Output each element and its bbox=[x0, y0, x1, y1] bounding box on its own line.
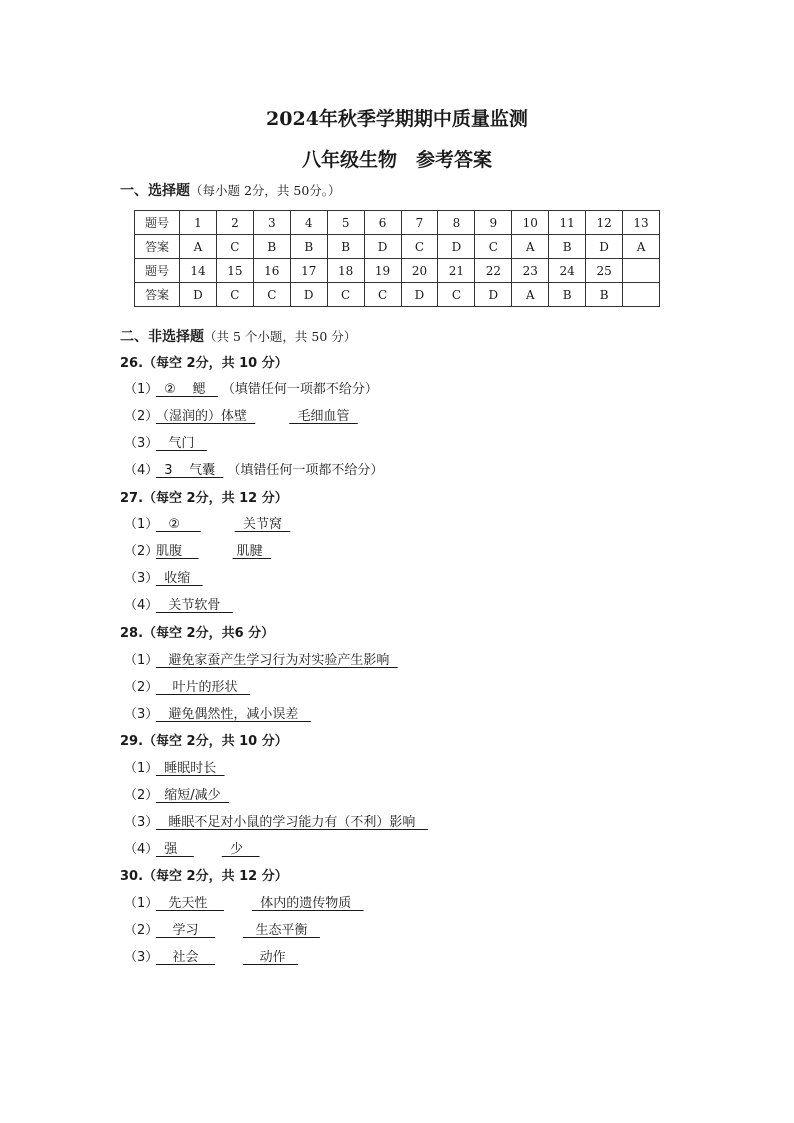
line-number: （2） bbox=[124, 544, 159, 559]
page-subtitle: 八年级生物 参考答案 bbox=[301, 149, 492, 171]
question-number-cell: 12 bbox=[586, 211, 623, 235]
answer-blank: 气门 bbox=[156, 436, 207, 451]
answer-blank: （湿润的）体壁 bbox=[156, 409, 256, 424]
q28-line-2 bbox=[124, 676, 250, 695]
section1-title: 一、选择题 bbox=[120, 183, 190, 199]
question-number-cell: 10 bbox=[512, 211, 549, 235]
answer-blank: 收缩 bbox=[156, 571, 203, 586]
answer-cell: B bbox=[290, 235, 327, 259]
answer-row bbox=[135, 283, 660, 307]
answer-cell: B bbox=[549, 235, 586, 259]
question-number-cell bbox=[623, 259, 660, 283]
question-number-cell: 16 bbox=[253, 259, 290, 283]
question-number-cell: 22 bbox=[475, 259, 512, 283]
section2-heading bbox=[120, 326, 356, 346]
answer-cell: D bbox=[586, 235, 623, 259]
answer-cell: C bbox=[364, 283, 401, 307]
question-number-cell: 1 bbox=[180, 211, 217, 235]
line-number: （4） bbox=[124, 463, 159, 478]
answer-cell: D bbox=[180, 283, 217, 307]
answer-blank: 毛细血管 bbox=[289, 409, 358, 424]
question-number-cell: 5 bbox=[327, 211, 364, 235]
question-number-cell: 7 bbox=[401, 211, 438, 235]
q27-line-2 bbox=[124, 540, 271, 559]
q28-line-1 bbox=[124, 649, 398, 668]
q29-line-2 bbox=[124, 784, 229, 803]
q26-line-4 bbox=[124, 459, 383, 478]
line-number: （1） bbox=[124, 382, 159, 397]
line-number: （2） bbox=[124, 788, 159, 803]
q29-line-1 bbox=[124, 757, 225, 776]
answer-cell: D bbox=[364, 235, 401, 259]
q28-heading: 28.（每空 2分，共6 分） bbox=[120, 626, 275, 641]
q30-line-3 bbox=[124, 946, 298, 965]
answer-cell: D bbox=[475, 283, 512, 307]
answer-cell: C bbox=[475, 235, 512, 259]
q30-line-1 bbox=[124, 892, 364, 911]
q26-line-2 bbox=[124, 405, 358, 424]
answer-blank: 睡眠时长 bbox=[156, 761, 225, 776]
answer-blank: ② bbox=[156, 517, 201, 532]
row-label-cell: 答案 bbox=[135, 283, 180, 307]
line-number: （2） bbox=[124, 923, 159, 938]
answer-cell: A bbox=[180, 235, 217, 259]
answer-cell: C bbox=[253, 283, 290, 307]
section2-title: 二、非选择题 bbox=[120, 329, 204, 345]
q30-heading: 30.（每空 2分，共 12 分） bbox=[120, 869, 288, 884]
row-label-cell: 题号 bbox=[135, 259, 180, 283]
answer-blank: 社会 bbox=[156, 950, 216, 965]
answer-blank: 叶片的形状 bbox=[156, 680, 250, 695]
q26-heading: 26.（每空 2分，共 10 分） bbox=[120, 356, 288, 371]
question-number-cell: 3 bbox=[253, 211, 290, 235]
row-label-cell: 答案 bbox=[135, 235, 180, 259]
line-number: （1） bbox=[124, 761, 159, 776]
line-number: （1） bbox=[124, 896, 159, 911]
answer-cell: C bbox=[216, 235, 253, 259]
line-number: （2） bbox=[124, 680, 159, 695]
q30-line-2 bbox=[124, 919, 320, 938]
answer-cell: D bbox=[290, 283, 327, 307]
answer-blank: 肌腹 bbox=[156, 544, 199, 559]
answer-cell bbox=[623, 283, 660, 307]
q28-line-3 bbox=[124, 703, 311, 722]
question-number-cell: 8 bbox=[438, 211, 475, 235]
line-number: （1） bbox=[124, 517, 159, 532]
answer-cell: C bbox=[438, 283, 475, 307]
question-number-cell: 18 bbox=[327, 259, 364, 283]
line-number: （3） bbox=[124, 815, 159, 830]
question-number-cell: 2 bbox=[216, 211, 253, 235]
q26-line-3 bbox=[124, 432, 207, 451]
answer-cell: C bbox=[401, 235, 438, 259]
section1-heading bbox=[120, 180, 341, 200]
answer-blank: 少 bbox=[221, 842, 260, 857]
question-number-cell: 24 bbox=[549, 259, 586, 283]
question-number-row bbox=[135, 259, 660, 283]
answer-cell: B bbox=[549, 283, 586, 307]
answer-cell: C bbox=[216, 283, 253, 307]
answer-blank: 体内的遗传物质 bbox=[251, 896, 364, 911]
answer-cell: B bbox=[327, 235, 364, 259]
answer-cell: C bbox=[327, 283, 364, 307]
q29-line-3 bbox=[124, 811, 428, 830]
page-title: 2024年秋季学期期中质量监测 bbox=[266, 108, 528, 130]
line-number: （2） bbox=[124, 409, 159, 424]
line-number: （1） bbox=[124, 653, 159, 668]
q29-heading: 29.（每空 2分，共 10 分） bbox=[120, 734, 288, 749]
question-number-cell: 19 bbox=[364, 259, 401, 283]
answer-blank: 3 气囊 bbox=[156, 463, 224, 478]
question-number-cell: 11 bbox=[549, 211, 586, 235]
answer-row bbox=[135, 235, 660, 259]
answer-blank: 肌腱 bbox=[232, 544, 271, 559]
question-number-row bbox=[135, 211, 660, 235]
question-number-cell: 25 bbox=[586, 259, 623, 283]
answer-cell: D bbox=[438, 235, 475, 259]
line-number: （3） bbox=[124, 950, 159, 965]
line-number: （4） bbox=[124, 598, 159, 613]
line-number: （3） bbox=[124, 436, 159, 451]
answer-cell: B bbox=[253, 235, 290, 259]
answer-blank: ② 鳃 bbox=[156, 382, 218, 397]
section1-note: （每小题 2分，共 50分。） bbox=[190, 183, 341, 198]
answer-blank: 缩短/减少 bbox=[156, 788, 229, 803]
answer-note: （填错任何一项都不给分） bbox=[221, 382, 378, 397]
row-label-cell: 题号 bbox=[135, 211, 180, 235]
section2-note: （共 5 个小题，共 50 分） bbox=[204, 329, 357, 344]
answer-blank: 避免偶然性，减小误差 bbox=[156, 707, 311, 722]
answer-cell: D bbox=[401, 283, 438, 307]
answer-blank: 强 bbox=[156, 842, 194, 857]
answer-blank: 睡眠不足对小鼠的学习能力有（不利）影响 bbox=[156, 815, 428, 830]
question-number-cell: 13 bbox=[623, 211, 660, 235]
answer-cell: A bbox=[623, 235, 660, 259]
q27-line-3 bbox=[124, 567, 203, 586]
q27-line-4 bbox=[124, 594, 233, 613]
question-number-cell: 6 bbox=[364, 211, 401, 235]
q27-heading: 27.（每空 2分，共 12 分） bbox=[120, 491, 288, 506]
question-number-cell: 14 bbox=[180, 259, 217, 283]
answer-blank: 动作 bbox=[243, 950, 298, 965]
answer-blank: 生态平衡 bbox=[243, 923, 320, 938]
answer-blank: 关节窝 bbox=[234, 517, 291, 532]
q27-line-1 bbox=[124, 513, 290, 532]
q29-line-4 bbox=[124, 838, 260, 857]
answer-blank: 关节软骨 bbox=[156, 598, 233, 613]
question-number-cell: 17 bbox=[290, 259, 327, 283]
answer-blank: 避免家蚕产生学习行为对实验产生影响 bbox=[156, 653, 398, 668]
question-number-cell: 20 bbox=[401, 259, 438, 283]
answer-cell: B bbox=[586, 283, 623, 307]
line-number: （3） bbox=[124, 707, 159, 722]
multiple-choice-answer-table bbox=[134, 210, 660, 307]
line-number: （4） bbox=[124, 842, 159, 857]
answer-blank: 先天性 bbox=[156, 896, 224, 911]
line-number: （3） bbox=[124, 571, 159, 586]
question-number-cell: 4 bbox=[290, 211, 327, 235]
answer-cell: A bbox=[512, 235, 549, 259]
question-number-cell: 21 bbox=[438, 259, 475, 283]
question-number-cell: 9 bbox=[475, 211, 512, 235]
answer-cell: A bbox=[512, 283, 549, 307]
question-number-cell: 15 bbox=[216, 259, 253, 283]
question-number-cell: 23 bbox=[512, 259, 549, 283]
answer-note: （填错任何一项都不给分） bbox=[227, 463, 384, 478]
answer-blank: 学习 bbox=[156, 923, 216, 938]
q26-line-1 bbox=[124, 378, 378, 397]
